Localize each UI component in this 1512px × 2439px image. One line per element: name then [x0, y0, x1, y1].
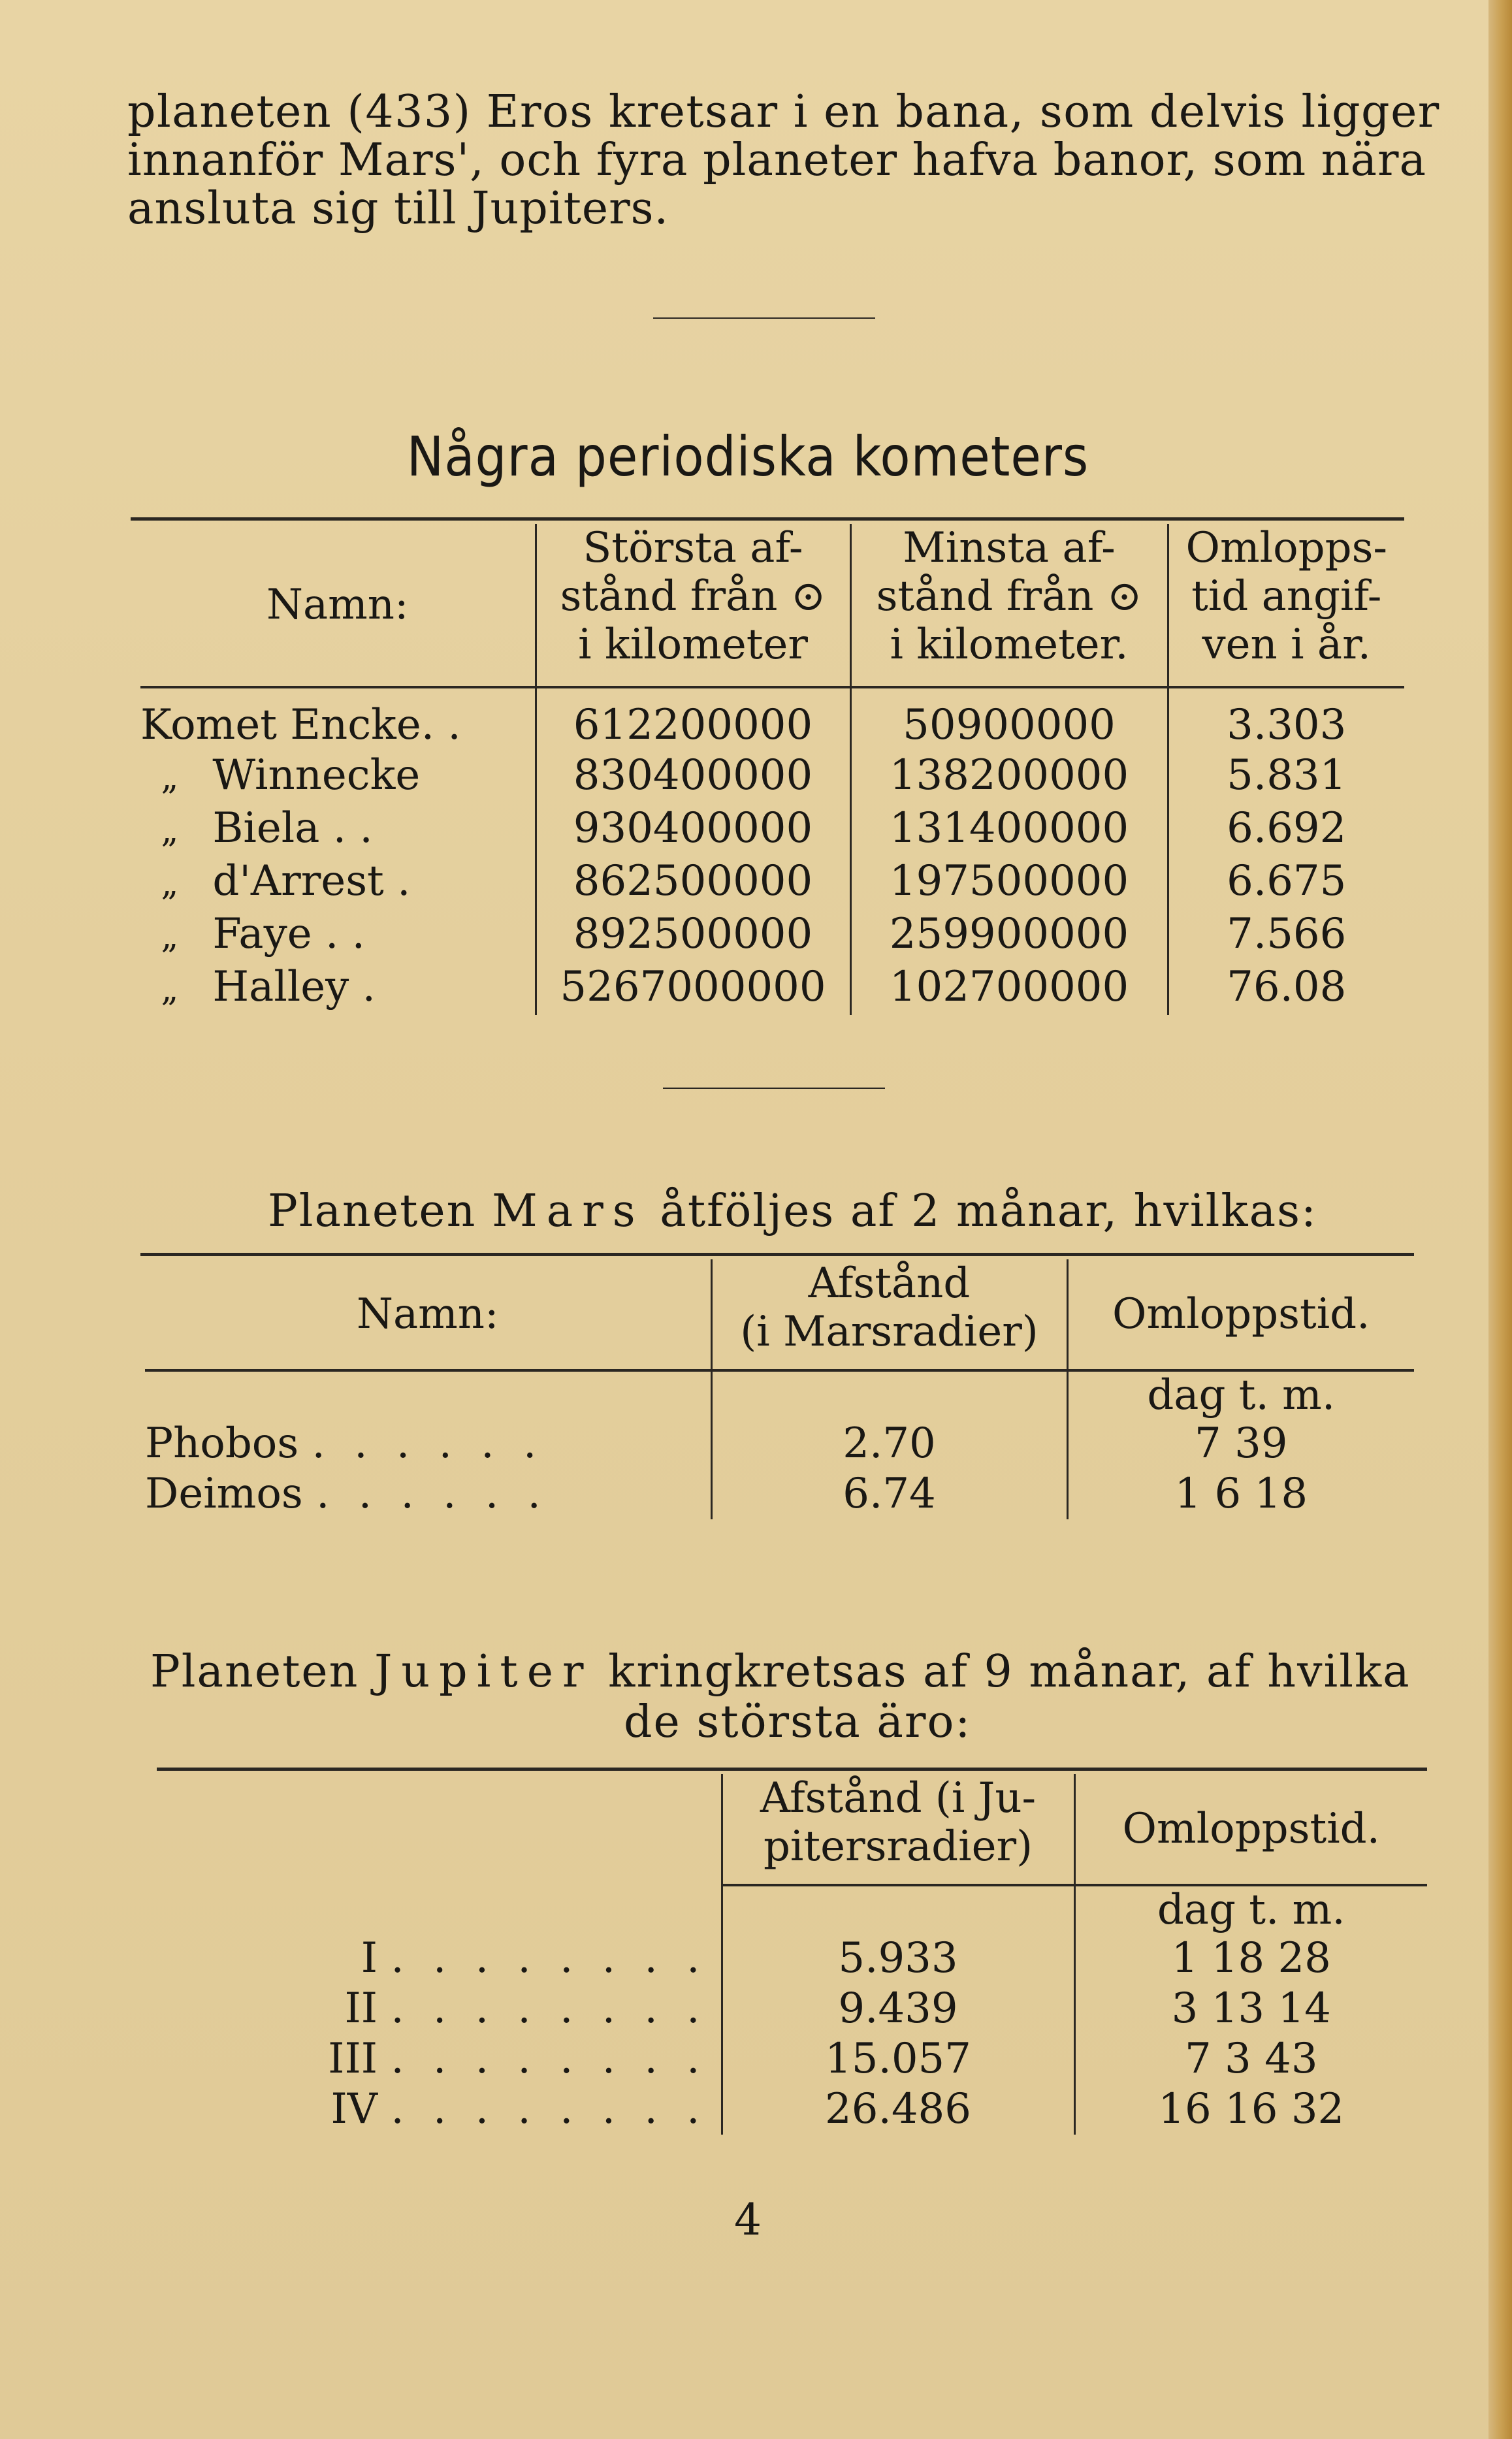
leader-dots: . . . . . . [316, 1470, 549, 1518]
moon-distance: 9.439 [722, 1984, 1074, 2034]
comet-period: 7.566 [1168, 909, 1404, 962]
moon-row [160, 2084, 1427, 2135]
moon-row [145, 1469, 1414, 1519]
comets-table [140, 524, 1404, 1015]
comet-row [140, 856, 1404, 909]
header-period [1074, 1774, 1427, 1885]
comet-name [140, 856, 536, 909]
header-min-distance [850, 524, 1168, 687]
comet-prefix: Komet [140, 701, 277, 749]
header-name [140, 524, 536, 687]
section-divider [663, 1088, 885, 1089]
page-edge [1488, 0, 1512, 2439]
header-line: (i Marsradier) [740, 1308, 1038, 1356]
comet-name [140, 700, 536, 751]
table-top-rule [157, 1768, 1427, 1771]
header-period [1067, 1259, 1414, 1370]
moon-name-text: Phobos [145, 1419, 299, 1468]
comet-row [140, 909, 1404, 962]
header-line: i kilometer [578, 621, 808, 669]
mars-caption [268, 1186, 1317, 1237]
header-line: stånd från ⊙ [560, 572, 826, 621]
header-line: Största af- [583, 524, 803, 572]
moon-name [160, 2084, 722, 2135]
moon-period: 3 13 14 [1074, 1984, 1427, 2034]
header-period [1168, 524, 1404, 687]
ditto-mark: „ [161, 917, 179, 956]
header-name-label: Namn: [356, 1290, 499, 1338]
moon-period: 16 16 32 [1074, 2084, 1427, 2135]
comet-name [140, 962, 536, 1015]
moon-distance: 5.933 [722, 1933, 1074, 1984]
moon-name [145, 1469, 711, 1519]
section-divider [653, 317, 875, 319]
comet-max-distance: 5267000000 [536, 962, 850, 1015]
comet-name-text: Faye . . [212, 910, 365, 958]
moon-row [145, 1419, 1414, 1469]
moon-name-text: II [344, 1984, 378, 2033]
page-number: 4 [734, 2195, 762, 2245]
header-name-empty [160, 1774, 722, 1885]
comet-max-distance: 930400000 [536, 803, 850, 856]
moon-name-text: IV [330, 2085, 378, 2133]
comet-row [140, 962, 1404, 1015]
comet-max-distance: 830400000 [536, 751, 850, 803]
comet-max-distance: 862500000 [536, 856, 850, 909]
caption-text: åtföljes af 2 månar, hvilkas: [660, 1186, 1317, 1237]
ditto-mark: „ [161, 970, 179, 1009]
comet-name-text: Biela . . [212, 804, 373, 852]
moon-distance: 26.486 [722, 2084, 1074, 2135]
comet-min-distance: 197500000 [850, 856, 1168, 909]
comet-max-distance: 892500000 [536, 909, 850, 962]
header-line: stånd från ⊙ [876, 572, 1142, 621]
header-line: Omlopps- [1185, 524, 1388, 572]
comet-row [140, 751, 1404, 803]
moon-name-text: III [328, 2035, 378, 2083]
header-line: pitersradier) [763, 1822, 1033, 1871]
table-top-rule [140, 1253, 1414, 1256]
moon-period: 1 18 28 [1074, 1933, 1427, 1984]
comet-min-distance: 50900000 [850, 700, 1168, 751]
moon-distance: 15.057 [722, 2034, 1074, 2084]
moon-row [160, 2034, 1427, 2084]
ditto-mark: „ [161, 758, 179, 798]
caption-planet: Mars [492, 1186, 645, 1237]
comet-name [140, 909, 536, 962]
mars-header-row [145, 1259, 1414, 1370]
units-label: dag t. m. [1074, 1885, 1427, 1933]
intro-paragraph [127, 86, 1440, 234]
moon-name-text: Deimos [145, 1470, 303, 1518]
header-line: Afstånd (i Ju- [760, 1774, 1037, 1822]
caption-text: Planeten [150, 1646, 359, 1698]
comet-period: 6.692 [1168, 803, 1404, 856]
leader-dots: . . . . . . . . [391, 1984, 708, 2033]
intro-line: ansluta sig till Jupiters. [127, 183, 669, 234]
units-label: dag t. m. [1067, 1370, 1414, 1419]
jupiter-table [160, 1774, 1427, 2135]
moon-period: 7 39 [1067, 1419, 1414, 1469]
header-distance [722, 1774, 1074, 1885]
moon-name [160, 1984, 722, 2034]
leader-dots: . . . . . . . . [391, 2085, 708, 2133]
comet-name [140, 803, 536, 856]
leader-dots: . . . . . . . . [391, 2035, 708, 2083]
comet-name-text: Winnecke [212, 751, 421, 800]
moon-name [160, 1933, 722, 1984]
leader-dots: . . . . . . [312, 1419, 545, 1468]
comet-period: 76.08 [1168, 962, 1404, 1015]
moon-name [145, 1419, 711, 1469]
header-max-distance [536, 524, 850, 687]
header-line: tid angif- [1191, 572, 1382, 621]
moon-name-text: I [361, 1934, 378, 1982]
header-line: Minsta af- [903, 524, 1116, 572]
comet-min-distance: 259900000 [850, 909, 1168, 962]
comets-header-row [140, 524, 1404, 687]
header-name-label: Namn: [266, 581, 409, 629]
header-line: ven i år. [1202, 621, 1371, 669]
comet-name-text: Encke. . [290, 701, 461, 749]
jupiter-caption-line2: de största äro: [624, 1696, 972, 1748]
intro-line: innanför Mars', och fyra planeter hafva banor, som nära [127, 135, 1427, 186]
comet-row [140, 803, 1404, 856]
comets-title: Några periodiska kometers [406, 425, 1089, 489]
comet-period: 6.675 [1168, 856, 1404, 909]
jupiter-header-row [160, 1774, 1427, 1885]
moon-row [160, 1933, 1427, 1984]
comet-min-distance: 131400000 [850, 803, 1168, 856]
intro-line: planeten (433) Eros kretsar i en bana, som delvis ligger [127, 86, 1440, 138]
header-distance [711, 1259, 1067, 1370]
caption-text: kringkretsas af 9 månar, af hvilka [608, 1646, 1411, 1698]
caption-text: Planeten [268, 1186, 477, 1237]
header-line: Afstånd [808, 1259, 971, 1308]
moon-period: 7 3 43 [1074, 2034, 1427, 2084]
comet-min-distance: 138200000 [850, 751, 1168, 803]
ditto-mark: „ [161, 811, 179, 850]
comet-row [140, 700, 1404, 751]
header-period-label: Omloppstid. [1112, 1290, 1370, 1338]
moon-distance: 6.74 [711, 1469, 1067, 1519]
header-period-label: Omloppstid. [1122, 1805, 1380, 1853]
comet-period: 3.303 [1168, 700, 1404, 751]
comet-name-text: d'Arrest . [212, 857, 411, 905]
table-top-rule [131, 517, 1404, 521]
comet-name [140, 751, 536, 803]
moon-distance: 2.70 [711, 1419, 1067, 1469]
moon-name [160, 2034, 722, 2084]
moon-row [160, 1984, 1427, 2034]
caption-planet: Jupiter [374, 1646, 593, 1698]
header-line: i kilometer. [890, 621, 1129, 669]
header-name [145, 1259, 711, 1370]
moon-period: 1 6 18 [1067, 1469, 1414, 1519]
comet-max-distance: 612200000 [536, 700, 850, 751]
comet-period: 5.831 [1168, 751, 1404, 803]
comet-min-distance: 102700000 [850, 962, 1168, 1015]
jupiter-caption [150, 1646, 1411, 1698]
leader-dots: . . . . . . . . [391, 1934, 708, 1982]
mars-table [145, 1259, 1414, 1519]
ditto-mark: „ [161, 864, 179, 903]
comet-name-text: Halley . [212, 963, 376, 1011]
